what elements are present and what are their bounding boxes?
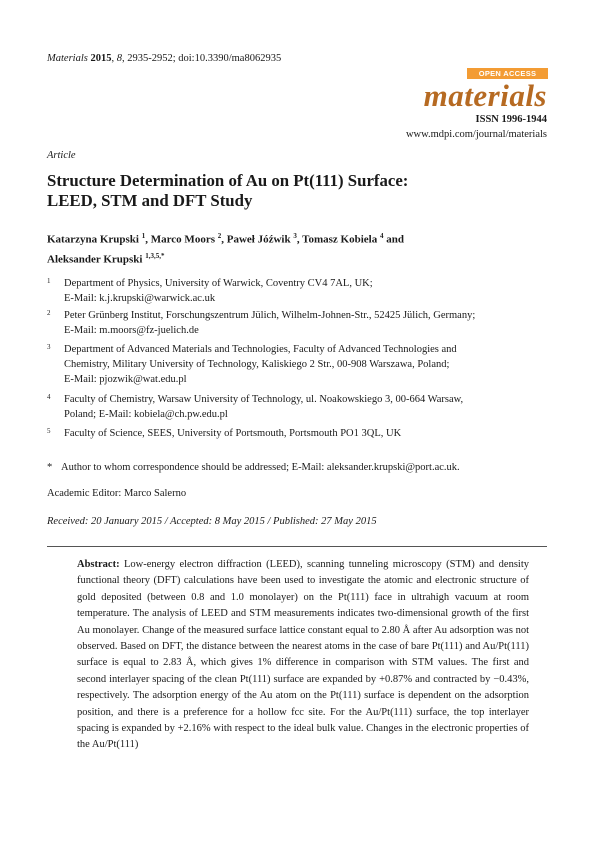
affiliation-line: Faculty of Chemistry, Warsaw University of Technology, ul. Noakowskiego 3, 00-664 Warsaw, <box>64 394 464 405</box>
affiliation-email[interactable]: E-Mail: k.j.krupski@warwick.ac.uk <box>64 293 216 304</box>
issn: ISSN 1996-1944 <box>475 114 547 125</box>
title-line: Structure Determination of Au on Pt(111) Surface: <box>47 171 409 190</box>
author-affiliation-mark: 4 <box>379 232 384 240</box>
affiliation-2 <box>47 308 547 338</box>
author-name: Tomasz Kobiela <box>302 233 378 246</box>
article-type: Article <box>47 150 76 161</box>
affiliation-line: Chemistry, Military University of Technology, Kaliskiego 2 Str., 00-908 Warszawa, Poland; <box>64 359 450 370</box>
journal-logo: materials <box>423 78 547 113</box>
affiliation-number: 1 <box>47 277 51 285</box>
affiliation-1 <box>47 276 547 306</box>
journal-website[interactable]: www.mdpi.com/journal/materials <box>405 129 547 140</box>
abstract-label: Abstract: <box>77 559 120 570</box>
affiliation-number: 3 <box>47 343 51 351</box>
publication-dates: Received: 20 January 2015 / Accepted: 8 May 2015 / Published: 27 May 2015 <box>47 516 377 527</box>
author-list: Katarzyna Krupski $^1$, Marco Moors $^2$, Paweł Jóźwik $^3$, Tomasz Kobiela $^4$ and Aleksander Krupski $^{1,3,5,*}$ <box>47 232 404 266</box>
correspondence-note <box>47 460 547 475</box>
citation-volume: 8 <box>116 53 122 64</box>
title-line: LEED, STM and DFT Study <box>47 191 253 210</box>
author-affiliation-mark: 1 <box>141 232 146 240</box>
citation-line: Materials 2015, 8, 2935-2952; doi:10.3390/ma8062935 <box>47 53 282 64</box>
correspondence-star: * <box>47 462 53 473</box>
open-access-badge: OPEN ACCESS <box>467 68 548 79</box>
affiliation-line: Peter Grünberg Institut, Forschungszentrum Jülich, Wilhelm-Johnen-Str., 52425 Jülich, Germany; <box>64 310 476 321</box>
author-name: Katarzyna Krupski <box>47 233 139 246</box>
author-affiliation-mark: 1,3,5,* <box>145 251 165 260</box>
author-name: Paweł Jóźwik <box>226 233 291 246</box>
correspondence-text: Author to whom correspondence should be addressed; E-Mail: aleksander.krupski@port.ac.uk. <box>61 462 460 473</box>
author-name: Aleksander Krupski <box>47 253 143 266</box>
affiliation-number: 5 <box>47 427 51 435</box>
affiliation-email[interactable]: Poland; E-Mail: kobiela@ch.pw.edu.pl <box>64 409 228 420</box>
affiliation-line: Faculty of Science, SEES, University of Portsmouth, Portsmouth PO1 3QL, UK <box>64 428 402 439</box>
author-name: Marco Moors <box>150 233 215 246</box>
divider <box>47 546 547 547</box>
paper-title <box>47 171 547 211</box>
citation-year: 2015 <box>90 53 112 64</box>
affiliation-3 <box>47 342 547 387</box>
abstract-text: Low-energy electron diffraction (LEED), scanning tunneling microscopy (STM) and density functional theory (DFT) calculations have been used to investigate the atomic and electronic structure of gold deposited (between 0.8 and 1.0 monolayer) on the Pt(111) face in ultrahigh vacuum at room temperature. The analysis of LEED and STM measurements indicates two-dimensional growth of the first Au monolayer. Change of the measured surface lattice constant equal to 2.80 Å after Au adsorption was not observed. Based on DFT, the distance between the nearest atoms in the case of bare Pt(111) and Au/Pt(111) surface is equal to 2.83 Å, which gives 1% difference in comparison with STM values. The first and second interlayer spacing of the clean Pt(111) surface are expanded by +0.87% and contracted by −0.43%, respectively. The adsorption energy of the Au atom on the Pt(111) surface is dependent on the adsorption position, and there is a preference for a hollow fcc site. For the Au/Pt(111) surface, the top interlayer spacing is expanded by +2.16% with respect to the ideal bulk value. Changes in the electronic properties of the Au/Pt(111) <box>77 559 530 751</box>
author-affiliation-mark: 2 <box>217 232 222 240</box>
citation-rest: , 2935-2952; doi:10.3390/ma8062935 <box>121 53 282 64</box>
affiliation-number: 4 <box>47 393 51 401</box>
affiliation-email[interactable]: E-Mail: pjozwik@wat.edu.pl <box>64 374 187 385</box>
affiliation-4 <box>47 392 547 422</box>
affiliation-line: Department of Physics, University of Warwick, Coventry CV4 7AL, UK; <box>64 278 373 289</box>
academic-editor: Academic Editor: Marco Salerno <box>47 488 187 499</box>
affiliation-number: 2 <box>47 309 51 317</box>
citation-journal: Materials <box>47 53 88 64</box>
affiliation-email[interactable]: E-Mail: m.moors@fz-juelich.de <box>64 325 199 336</box>
affiliation-line: Department of Advanced Materials and Technologies, Faculty of Advanced Technologies and <box>64 344 457 355</box>
author-affiliation-mark: 3 <box>293 232 297 240</box>
abstract <box>77 557 529 754</box>
affiliation-5 <box>47 426 547 441</box>
